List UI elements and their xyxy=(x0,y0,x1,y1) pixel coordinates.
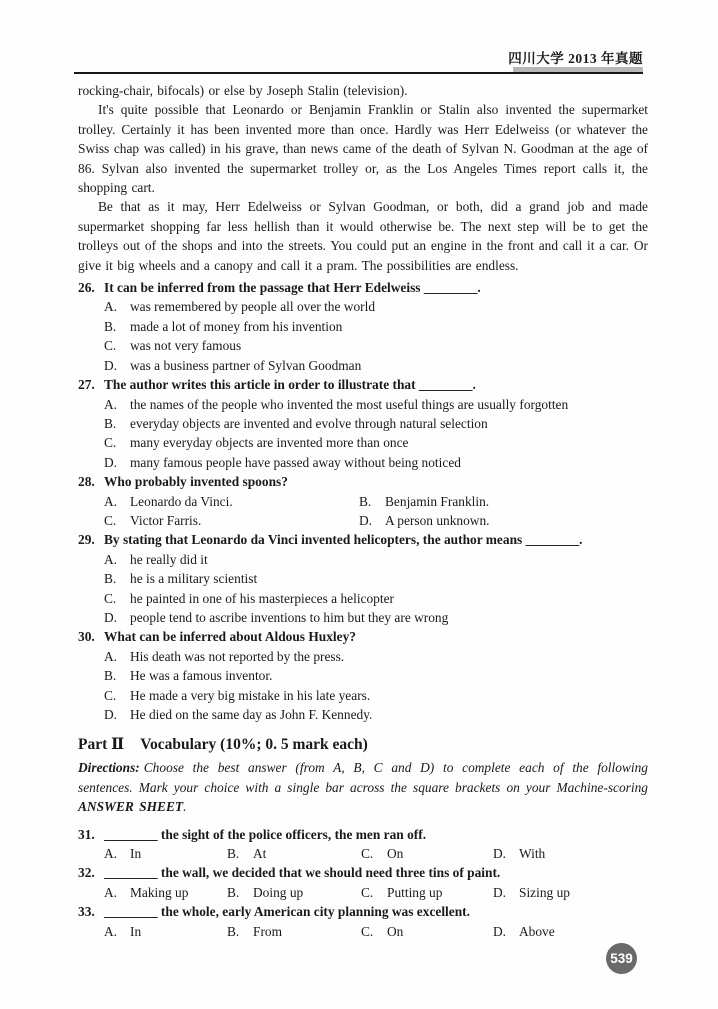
option-text: was remembered by people all over the world xyxy=(130,299,376,315)
option-c xyxy=(361,922,493,941)
option-c xyxy=(104,686,648,705)
question-33-options xyxy=(78,922,648,941)
option-b xyxy=(104,569,648,588)
directions-emphasis: ANSWER SHEET xyxy=(78,799,184,815)
directions-period: . xyxy=(183,799,187,815)
option-a xyxy=(104,395,648,414)
option-text: was a business partner of Sylvan Goodman xyxy=(130,357,362,373)
option-text: the names of the people who invented the most useful things are usually forgotten xyxy=(130,396,569,412)
option-label: D. xyxy=(104,454,118,470)
option-text: many famous people have passed away without being noticed xyxy=(130,454,461,470)
option-label: B. xyxy=(104,668,117,684)
option-text: On xyxy=(387,846,404,862)
question-number: 31. xyxy=(78,826,95,842)
option-d xyxy=(104,453,648,472)
option-label: C. xyxy=(104,590,117,606)
option-b xyxy=(359,492,648,511)
question-text: Who probably invented spoons? xyxy=(104,474,288,490)
page-number: 539 xyxy=(610,951,633,966)
reading-questions xyxy=(78,278,648,724)
question-number: 30. xyxy=(78,629,95,645)
option-text: he is a military scientist xyxy=(130,571,258,587)
option-a xyxy=(104,647,648,666)
passage-paragraph-1: rocking-chair, bifocals) or else by Joseph Stalin (television). xyxy=(78,83,408,98)
part2-section xyxy=(78,733,648,941)
option-d xyxy=(104,356,648,375)
header-accent-bar xyxy=(513,67,643,72)
question-27-stem xyxy=(78,375,648,394)
option-label: B. xyxy=(104,571,117,587)
question-30 xyxy=(78,627,648,724)
option-a xyxy=(104,844,227,863)
vocab-questions xyxy=(78,825,648,941)
question-31-stem xyxy=(78,825,648,844)
option-label: D. xyxy=(493,923,507,939)
option-text: Sizing up xyxy=(519,884,570,900)
option-c xyxy=(104,589,648,608)
option-text: he really did it xyxy=(130,551,208,567)
option-a xyxy=(104,883,227,902)
option-a xyxy=(104,550,648,569)
directions-label: Directions: xyxy=(78,760,140,776)
question-number: 26. xyxy=(78,280,95,296)
passage-paragraph-2: It's quite possible that Leonardo or Benjamin Franklin or Stalin also invented the supermarket trolley. Certainly it has been invented more than once. Hardly was Herr Edelweiss (or whatever the Swiss chap was called) in his grave, than news came of the death of Sylvan N. Goodman at the age of 86. Sylvan also invented the supermarket trolley or, as the Los Angeles Times report calls it, the shopping cart. xyxy=(78,102,648,196)
question-31-options xyxy=(78,844,648,863)
option-text: A person unknown. xyxy=(385,512,490,528)
option-label: C. xyxy=(104,338,117,354)
option-label: C. xyxy=(361,846,374,862)
option-label: C. xyxy=(361,923,374,939)
option-label: C. xyxy=(104,435,117,451)
option-text: In xyxy=(130,923,142,939)
question-26-options xyxy=(78,297,648,375)
option-c xyxy=(361,844,493,863)
option-text: Above xyxy=(519,923,555,939)
question-33 xyxy=(78,902,648,941)
option-label: A. xyxy=(104,396,118,412)
page-content xyxy=(78,81,648,941)
option-text: Doing up xyxy=(253,884,304,900)
option-text: people tend to ascribe inventions to him but they are wrong xyxy=(130,609,449,625)
page-header xyxy=(74,50,643,74)
option-c xyxy=(104,433,648,452)
question-31 xyxy=(78,825,648,864)
question-text: ________ the sight of the police officers, the men ran off. xyxy=(104,826,427,842)
option-text: He was a famous inventor. xyxy=(130,668,273,684)
question-32-stem xyxy=(78,863,648,882)
question-number: 27. xyxy=(78,377,95,393)
part2-heading xyxy=(78,733,648,756)
question-29-options xyxy=(78,550,648,628)
option-b xyxy=(227,922,361,941)
option-text: Benjamin Franklin. xyxy=(385,493,490,509)
option-label: D. xyxy=(104,707,118,722)
question-27-options xyxy=(78,395,648,473)
option-text: was not very famous xyxy=(130,338,242,354)
option-a xyxy=(104,297,648,316)
reading-passage xyxy=(78,81,648,275)
option-text: His death was not reported by the press. xyxy=(130,648,345,664)
option-a xyxy=(104,922,227,941)
header-title: 四川大学 2013 年真题 xyxy=(508,51,643,66)
option-d xyxy=(493,922,648,941)
part2-label: Part Ⅱ xyxy=(78,736,125,754)
option-b xyxy=(104,666,648,685)
option-b xyxy=(227,883,361,902)
option-d xyxy=(359,511,648,530)
question-27 xyxy=(78,375,648,472)
option-b xyxy=(227,844,361,863)
question-text: By stating that Leonardo da Vinci invented helicopters, the author means ________. xyxy=(104,532,583,548)
question-28 xyxy=(78,472,648,530)
option-d xyxy=(493,844,648,863)
option-b xyxy=(104,317,648,336)
option-text: In xyxy=(130,846,142,862)
option-label: C. xyxy=(361,884,374,900)
header-rule xyxy=(74,72,643,74)
question-26 xyxy=(78,278,648,375)
option-text: He died on the same day as John F. Kennedy. xyxy=(130,707,373,722)
question-29-stem xyxy=(78,530,648,549)
option-text: Victor Farris. xyxy=(130,512,202,528)
option-label: A. xyxy=(104,648,118,664)
option-c xyxy=(104,511,359,530)
option-text: Putting up xyxy=(387,884,443,900)
option-label: B. xyxy=(227,884,240,900)
question-number: 28. xyxy=(78,474,95,490)
option-c xyxy=(361,883,493,902)
option-label: A. xyxy=(104,884,118,900)
question-number: 29. xyxy=(78,532,95,548)
question-30-stem xyxy=(78,627,648,646)
question-text: ________ the wall, we decided that we should need three tins of paint. xyxy=(104,865,501,881)
option-d xyxy=(104,705,648,724)
option-text: He made a very big mistake in his late years. xyxy=(130,687,371,703)
question-30-options xyxy=(78,647,648,725)
option-label: A. xyxy=(104,299,118,315)
question-33-stem xyxy=(78,902,648,921)
option-d xyxy=(104,608,648,627)
question-28-options xyxy=(78,492,648,531)
question-26-stem xyxy=(78,278,648,297)
option-label: B. xyxy=(104,318,117,334)
option-text: At xyxy=(253,846,267,862)
option-label: B. xyxy=(227,923,240,939)
option-label: B. xyxy=(104,415,117,431)
option-text: From xyxy=(253,923,283,939)
option-label: D. xyxy=(359,512,373,528)
option-text: With xyxy=(519,846,546,862)
question-text: The author writes this article in order to illustrate that ________. xyxy=(104,377,476,393)
question-number: 32. xyxy=(78,865,95,881)
option-label: D. xyxy=(493,884,507,900)
option-text: made a lot of money from his invention xyxy=(130,318,343,334)
option-text: everyday objects are invented and evolve through natural selection xyxy=(130,415,488,431)
question-32 xyxy=(78,863,648,902)
directions-body: Choose the best answer (from A, B, C and D) to complete each of the following sentences. Mark your choice with a single bar across the square brackets on your Machine-scoring xyxy=(78,760,648,795)
question-text: It can be inferred from the passage that Herr Edelweiss ________. xyxy=(104,280,481,296)
option-text: many everyday objects are invented more than once xyxy=(130,435,409,451)
page-number-badge xyxy=(606,943,637,974)
question-32-options xyxy=(78,883,648,902)
option-text: Leonardo da Vinci. xyxy=(130,493,233,509)
option-label: A. xyxy=(104,846,118,862)
option-label: B. xyxy=(227,846,240,862)
option-text: On xyxy=(387,923,404,939)
option-label: D. xyxy=(493,846,507,862)
option-label: D. xyxy=(104,609,118,625)
option-label: A. xyxy=(104,551,118,567)
passage-paragraph-3: Be that as it may, Herr Edelweiss or Sylvan Goodman, or both, did a grand job and made supermarket shopping far less hellish than it would otherwise be. The next step will be to get the trolleys out of the shops and into the streets. You could put an engine in the front and call it a car. Or give it big wheels and a canopy and call it a pram. The possibilities are endless. xyxy=(78,199,648,273)
question-text: ________ the whole, early American city planning was excellent. xyxy=(104,904,470,920)
option-label: A. xyxy=(104,493,118,509)
option-text: Making up xyxy=(130,884,189,900)
directions xyxy=(78,758,648,816)
option-c xyxy=(104,336,648,355)
option-label: C. xyxy=(104,687,117,703)
part2-title: Vocabulary (10%; 0. 5 mark each) xyxy=(140,736,368,754)
option-label: B. xyxy=(359,493,372,509)
option-b xyxy=(104,414,648,433)
question-number: 33. xyxy=(78,904,95,920)
option-label: A. xyxy=(104,923,118,939)
question-28-stem xyxy=(78,472,648,491)
option-label: C. xyxy=(104,512,117,528)
option-a xyxy=(104,492,359,511)
option-d xyxy=(493,883,648,902)
option-text: he painted in one of his masterpieces a helicopter xyxy=(130,590,394,606)
question-29 xyxy=(78,530,648,627)
question-text: What can be inferred about Aldous Huxley? xyxy=(104,629,356,645)
option-label: D. xyxy=(104,357,118,373)
